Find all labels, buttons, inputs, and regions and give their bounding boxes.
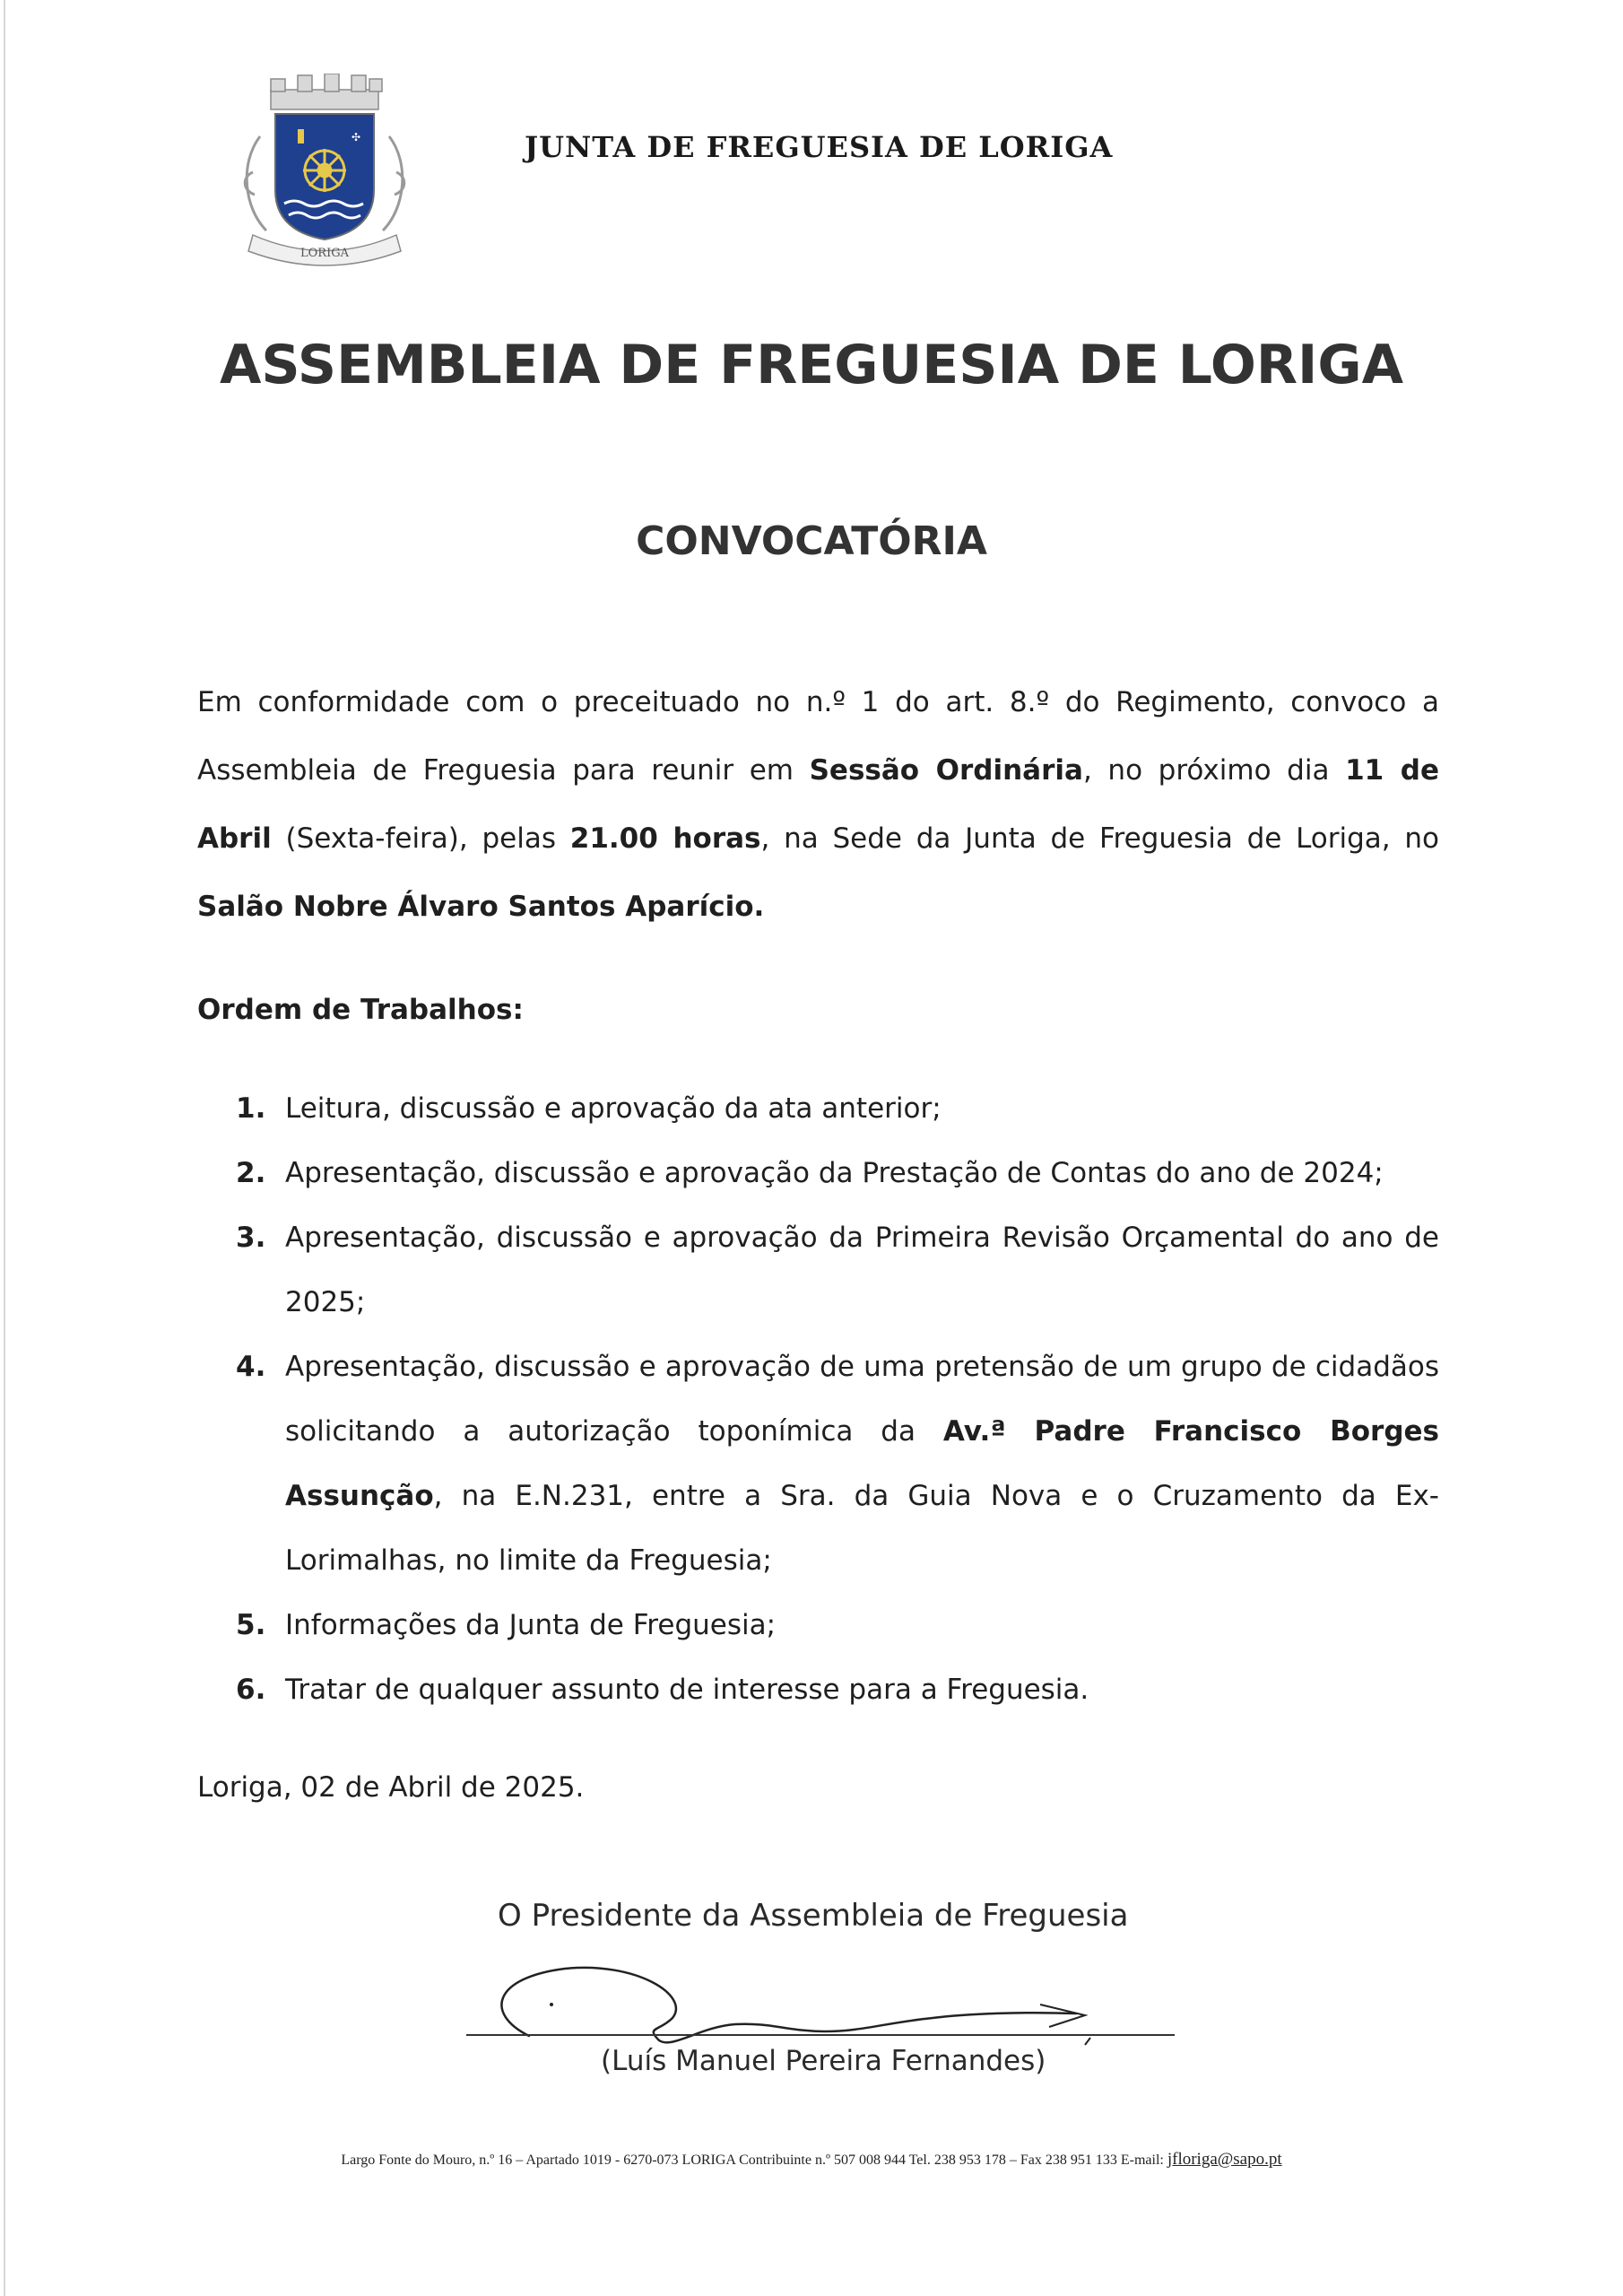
agenda-item-bold: Av.ª Padre Francisco Borges Assunção <box>285 1415 1439 1512</box>
document-subtitle: CONVOCATÓRIA <box>636 518 987 564</box>
agenda-item-text: Apresentação, discussão e aprovação da Prestação de Contas do ano de 2024; <box>285 1157 1384 1189</box>
agenda-item-text-after: , na E.N.231, entre a Sra. da Guia Nova e o Cruzamento da Ex-Lorimalhas, no limite da Freguesia; <box>285 1480 1439 1577</box>
water-wheel <box>303 149 346 192</box>
agenda-item-text: Apresentação, discussão e aprovação de uma pretensão de um grupo de cidadãos solicitando a autorização toponímica da <box>285 1351 1439 1448</box>
mural-crown <box>271 74 382 109</box>
footer-text: Largo Fonte do Mouro, n.º 16 – Apartado 1019 - 6270-073 LORIGA Contribuinte n.º 507 008 944 Tel. 238 953 178 – Fax 238 951 133 E-mail: <box>341 2152 1167 2168</box>
intro-bold-session: Sessão Ordinária <box>809 754 1083 787</box>
handwritten-signature <box>466 1942 1184 2058</box>
agenda-item-text: Tratar de qualquer assunto de interesse para a Freguesia. <box>285 1674 1089 1706</box>
intro-text-3: (Sexta-feira), pelas <box>271 822 570 855</box>
intro-text-2: , no próximo dia <box>1082 754 1346 787</box>
intro-bold-date: 11 de Abril <box>197 754 1439 855</box>
agenda-item <box>197 1657 1439 1722</box>
agenda-list <box>197 1076 1439 1722</box>
crest-ribbon-text: LORIGA <box>300 247 349 260</box>
agenda-item <box>197 1593 1439 1657</box>
agenda-item <box>197 1205 1439 1335</box>
agenda-item-text: Leitura, discussão e aprovação da ata anterior; <box>285 1092 942 1125</box>
svg-text:✣: ✣ <box>352 131 361 144</box>
footer-email-link[interactable]: jfloriga@sapo.pt <box>1167 2150 1282 2169</box>
agenda-item-number: 1. <box>236 1092 266 1125</box>
agenda-item <box>197 1076 1439 1141</box>
footer-address <box>0 2150 1623 2170</box>
organization-name: JUNTA DE FREGUESIA DE LORIGA <box>525 130 1114 164</box>
intro-text-1: Em conformidade com o preceituado no n.º 1 do art. 8.º do Regimento, convoco a Assembleia de Freguesia para reunir em <box>197 686 1439 787</box>
agenda-item-text: Informações da Junta de Freguesia; <box>285 1609 777 1641</box>
coat-of-arms-logo <box>235 74 414 266</box>
agenda-item-number: 3. <box>236 1222 266 1254</box>
signature-line <box>466 2034 1175 2036</box>
agenda-item-number: 4. <box>236 1351 266 1383</box>
document-title: ASSEMBLEIA DE FREGUESIA DE LORIGA <box>219 334 1404 396</box>
agenda-item-number: 5. <box>236 1609 266 1641</box>
agenda-heading: Ordem de Trabalhos: <box>197 994 524 1026</box>
agenda-item <box>197 1335 1439 1593</box>
agenda-item-number: 6. <box>236 1674 266 1706</box>
agenda-item-number: 2. <box>236 1157 266 1189</box>
intro-bold-venue: Salão Nobre Álvaro Santos Aparício. <box>197 891 765 923</box>
place-date: Loriga, 02 de Abril de 2025. <box>197 1771 585 1804</box>
signer-title: O Presidente da Assembleia de Freguesia <box>498 1898 1129 1934</box>
intro-text-4: , na Sede da Junta de Freguesia de Loriga, no <box>760 822 1440 855</box>
agenda-item <box>197 1141 1439 1205</box>
agenda-item-text: Apresentação, discussão e aprovação da Primeira Revisão Orçamental do ano de 2025; <box>285 1222 1439 1318</box>
signer-name: (Luís Manuel Pereira Fernandes) <box>601 2045 1046 2077</box>
intro-paragraph <box>197 668 1439 941</box>
intro-bold-time: 21.00 horas <box>569 822 761 855</box>
